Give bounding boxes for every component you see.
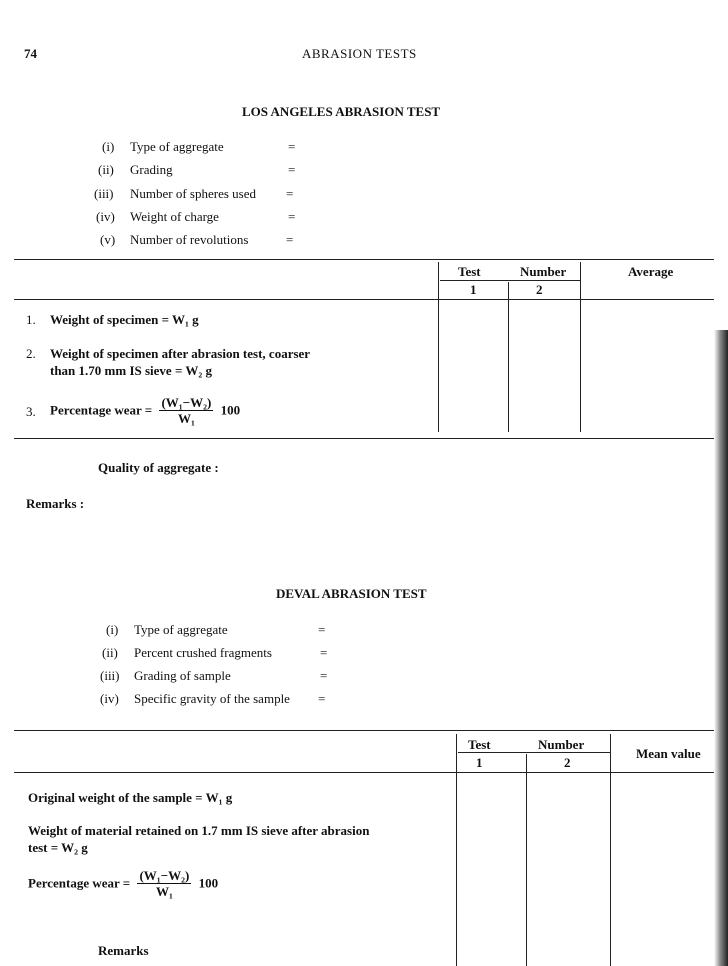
la-item-num: (v) (100, 232, 116, 247)
la-table-col-divider (508, 282, 509, 432)
deval-table-col2-header: 2 (564, 755, 571, 770)
deval-row-text: Original weight of the sample = W₁ g (28, 790, 233, 805)
fraction-denominator: W₁ (155, 884, 173, 899)
la-item-label: Weight of charge (130, 209, 219, 224)
deval-table-col-divider (610, 734, 611, 966)
fraction-numerator: (W₁−W₂) (161, 395, 212, 410)
deval-table-test-header: Test (468, 737, 491, 752)
deval-table-header-rule (14, 772, 714, 773)
la-table-col1-header: 1 (470, 282, 477, 297)
la-row-text: Weight of specimen = W₁ g (50, 312, 199, 327)
la-row-text: Weight of specimen after abrasion test, coarser (50, 346, 311, 361)
deval-table-col1-header: 1 (476, 755, 483, 770)
la-item-eq: = (288, 162, 296, 177)
formula-label: Percentage wear = (28, 875, 131, 891)
la-row-num: 1. (26, 312, 36, 327)
la-row-num: 3. (26, 404, 36, 419)
deval-item-num: (iii) (100, 668, 120, 683)
la-table-col-divider (580, 262, 581, 432)
la-item-eq: = (286, 232, 294, 247)
deval-item-num: (i) (106, 622, 119, 637)
la-remarks-label: Remarks : (26, 496, 85, 511)
deval-item-eq: = (318, 691, 326, 706)
deval-row-text: Weight of material retained on 1.7 mm IS sieve after abrasion (28, 823, 370, 838)
la-item-eq: = (288, 139, 296, 154)
la-quality-label: Quality of aggregate : (98, 460, 219, 475)
la-table-top-rule (14, 259, 714, 260)
la-item-num: (iv) (96, 209, 115, 224)
deval-table-top-rule (14, 730, 714, 731)
page-edge-shadow (714, 330, 728, 966)
deval-table-mean-header: Mean value (636, 746, 701, 761)
formula-multiplier: 100 (198, 875, 219, 891)
deval-item-eq: = (318, 622, 326, 637)
deval-item-label: Grading of sample (134, 668, 231, 683)
deval-table-col-divider (456, 734, 457, 966)
deval-item-num: (iv) (100, 691, 119, 706)
page-number: 74 (24, 46, 37, 61)
formula-label: Percentage wear = (50, 402, 153, 418)
la-table-test-header: Test (458, 264, 481, 279)
la-item-label: Number of spheres used (130, 186, 256, 201)
la-title: LOS ANGELES ABRASION TEST (242, 104, 441, 119)
la-item-num: (ii) (98, 162, 114, 177)
la-table-col2-header: 2 (536, 282, 543, 297)
deval-percentage-wear-formula (28, 868, 218, 899)
running-head: ABRASION TESTS (302, 46, 417, 61)
la-percentage-wear-formula (50, 395, 240, 426)
la-table-subhead-rule (440, 280, 580, 281)
la-item-num: (iii) (94, 186, 114, 201)
la-table-number-header: Number (520, 264, 567, 279)
formula-multiplier: 100 (220, 402, 241, 418)
deval-remarks-label: Remarks (98, 943, 149, 958)
deval-item-num: (ii) (102, 645, 118, 660)
la-item-label: Grading (130, 162, 173, 177)
deval-table-col-divider (526, 754, 527, 966)
la-row-text-cont: than 1.70 mm IS sieve = W₂ g (50, 363, 213, 378)
deval-table-number-header: Number (538, 737, 585, 752)
la-item-eq: = (286, 186, 294, 201)
la-table-average-header: Average (628, 264, 674, 279)
la-item-label: Number of revolutions (130, 232, 249, 247)
deval-item-label: Percent crushed fragments (134, 645, 272, 660)
deval-row-text-cont: test = W₂ g (28, 840, 88, 855)
deval-item-eq: = (320, 645, 328, 660)
fraction-denominator: W₁ (177, 411, 195, 426)
la-row-num: 2. (26, 346, 36, 361)
deval-title: DEVAL ABRASION TEST (276, 586, 427, 601)
la-table-header-rule (14, 299, 714, 300)
la-item-num: (i) (102, 139, 115, 154)
formula-fraction (137, 868, 191, 899)
formula-fraction (159, 395, 213, 426)
la-item-label: Type of aggregate (130, 139, 224, 154)
fraction-numerator: (W₁−W₂) (139, 868, 190, 883)
la-table-col-divider (438, 262, 439, 432)
la-item-eq: = (288, 209, 296, 224)
deval-item-label: Specific gravity of the sample (134, 691, 290, 706)
deval-item-label: Type of aggregate (134, 622, 228, 637)
la-table-bottom-rule (14, 438, 714, 439)
deval-item-eq: = (320, 668, 328, 683)
